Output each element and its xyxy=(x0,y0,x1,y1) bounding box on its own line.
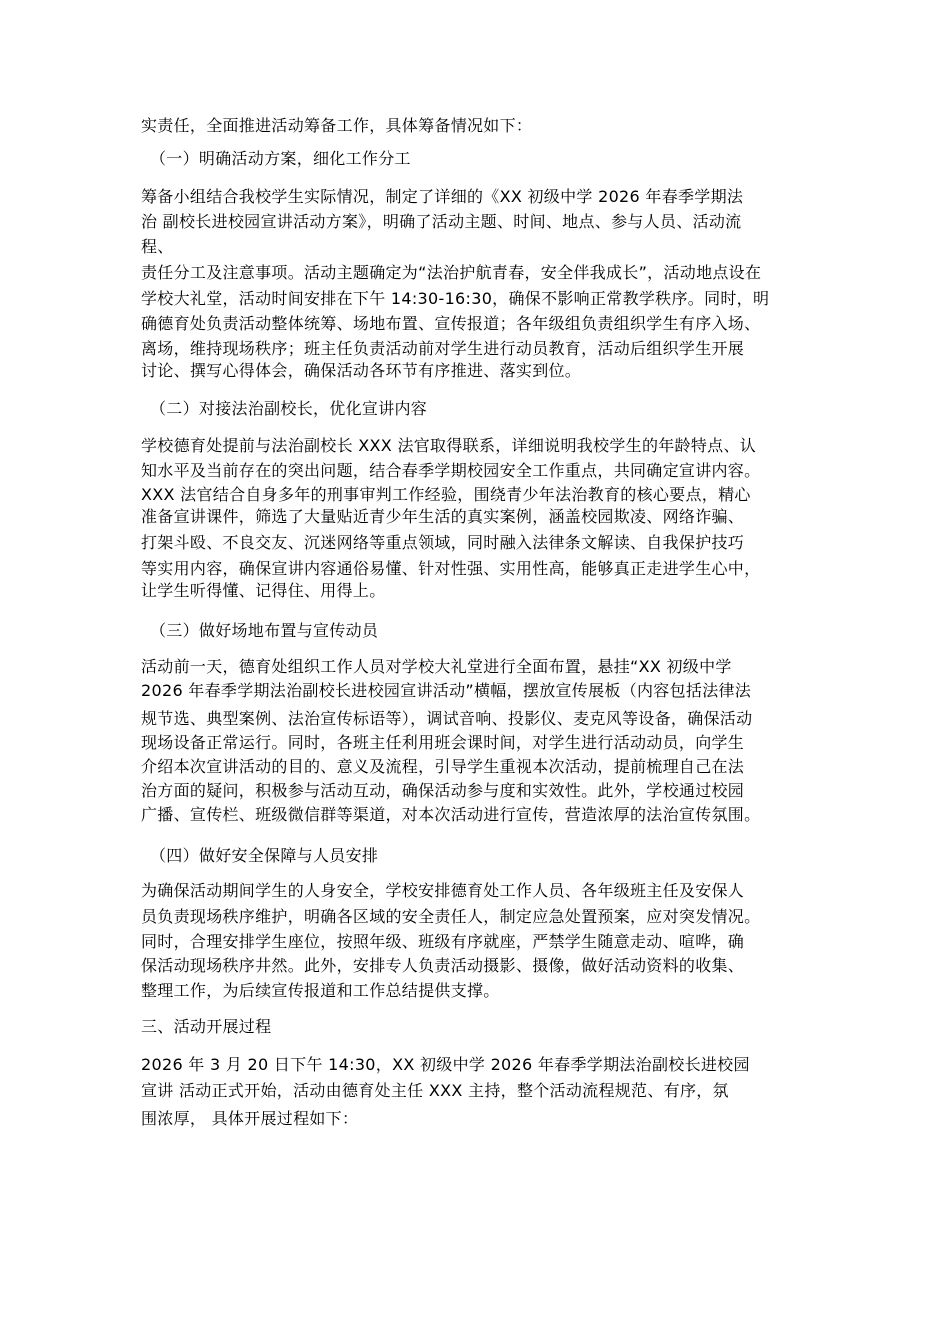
text-line: 打架斗殴、不良交友、沉迷网络等重点领域，同时融入法律条文解读、自我保护技巧 xyxy=(141,533,745,552)
text-line: 程、 xyxy=(141,237,174,256)
text-line: 介绍本次宣讲活动的目的、意义及流程，引导学生重视本次活动，提前梳理自己在法 xyxy=(141,757,745,776)
text-line: 确德育处负责活动整体统筹、场地布置、宣传报道；各年级组负责组织学生有序入场、 xyxy=(141,314,761,333)
text-line: 广播、宣传栏、班级微信群等渠道，对本次活动进行宣传，营造浓厚的法治宣传氛围。 xyxy=(141,805,761,824)
section-heading: （二）对接法治副校长，优化宣讲内容 xyxy=(150,399,428,418)
text-line: 同时，合理安排学生座位，按照年级、班级有序就座，严禁学生随意走动、喧哗，确 xyxy=(141,932,745,951)
text-line: 离场，维持现场秩序；班主任负责活动前对学生进行动员教育，活动后组织学生开展 xyxy=(141,339,745,358)
text-line: 让学生听得懂、记得住、用得上。 xyxy=(141,581,386,600)
text-line: 现场设备正常运行。同时，各班主任利用班会课时间，对学生进行活动动员，向学生 xyxy=(141,733,745,752)
text-line: 学校德育处提前与法治副校长 XXX 法官取得联系，详细说明我校学生的年龄特点、认 xyxy=(141,436,757,455)
text-line: 宣讲 活动正式开始，活动由德育处主任 XXX 主持，整个活动流程规范、有序，氛 xyxy=(141,1081,729,1100)
text-line: 学校大礼堂，活动时间安排在下午 14:30-16:30，确保不影响正常教学秩序。同时，明 xyxy=(141,289,770,308)
text-line: 筹备小组结合我校学生实际情况，制定了详细的《XX 初级中学 2026 年春季学期法 xyxy=(141,187,744,206)
text-line: XXX 法官结合自身多年的刑事审判工作经验，围绕青少年法治教育的核心要点，精心 xyxy=(141,485,751,504)
text-line: 等实用内容，确保宣讲内容通俗易懂、针对性强、实用性高，能够真正走进学生心中， xyxy=(141,559,761,578)
text-line: 整理工作，为后续宣传报道和工作总结提供支撑。 xyxy=(141,981,500,1000)
section-heading: （三）做好场地布置与宣传动员 xyxy=(150,621,379,640)
text-line: 员负责现场秩序维护，明确各区域的安全责任人，制定应急处置预案，应对突发情况。 xyxy=(141,907,761,926)
section-heading: （四）做好安全保障与人员安排 xyxy=(150,846,379,865)
text-line: 围浓厚， 具体开展过程如下： xyxy=(141,1109,359,1128)
text-line: 保活动现场秩序井然。此外，安排专人负责活动摄影、摄像，做好活动资料的收集、 xyxy=(141,956,745,975)
chapter-heading: 三、活动开展过程 xyxy=(141,1017,272,1036)
text-line: 责任分工及注意事项。活动主题确定为“法治护航青春，安全伴我成长”，活动地点设在 xyxy=(141,263,762,282)
text-line: 知水平及当前存在的突出问题，结合春季学期校园安全工作重点，共同确定宣讲内容。 xyxy=(141,461,761,480)
text-line: 为确保活动期间学生的人身安全，学校安排德育处工作人员、各年级班主任及安保人 xyxy=(141,881,745,900)
text-line: 活动前一天，德育处组织工作人员对学校大礼堂进行全面布置，悬挂“XX 初级中学 xyxy=(141,657,732,676)
text-line: 规节选、典型案例、法治宣传标语等），调试音响、投影仪、麦克风等设备，确保活动 xyxy=(141,709,753,728)
text-line: 实责任，全面推进活动筹备工作，具体筹备情况如下： xyxy=(141,116,533,135)
section-heading: （一）明确活动方案，细化工作分工 xyxy=(150,149,411,168)
text-line: 准备宣讲课件，筛选了大量贴近青少年生活的真实案例，涵盖校园欺凌、网络诈骗、 xyxy=(141,507,745,526)
text-line: 2026 年春季学期法治副校长进校园宣讲活动”横幅，摆放宣传展板（内容包括法律法 xyxy=(141,681,752,700)
text-line: 讨论、撰写心得体会，确保活动各环节有序推进、落实到位。 xyxy=(141,361,582,380)
text-line: 治 副校长进校园宣讲活动方案》，明确了活动主题、时间、地点、参与人员、活动流 xyxy=(141,212,742,231)
text-line: 治方面的疑问，积极参与活动互动，确保活动参与度和实效性。此外，学校通过校园 xyxy=(141,781,745,800)
text-line: 2026 年 3 月 20 日下午 14:30，XX 初级中学 2026 年春季学期法治副校长进校园 xyxy=(141,1055,750,1074)
